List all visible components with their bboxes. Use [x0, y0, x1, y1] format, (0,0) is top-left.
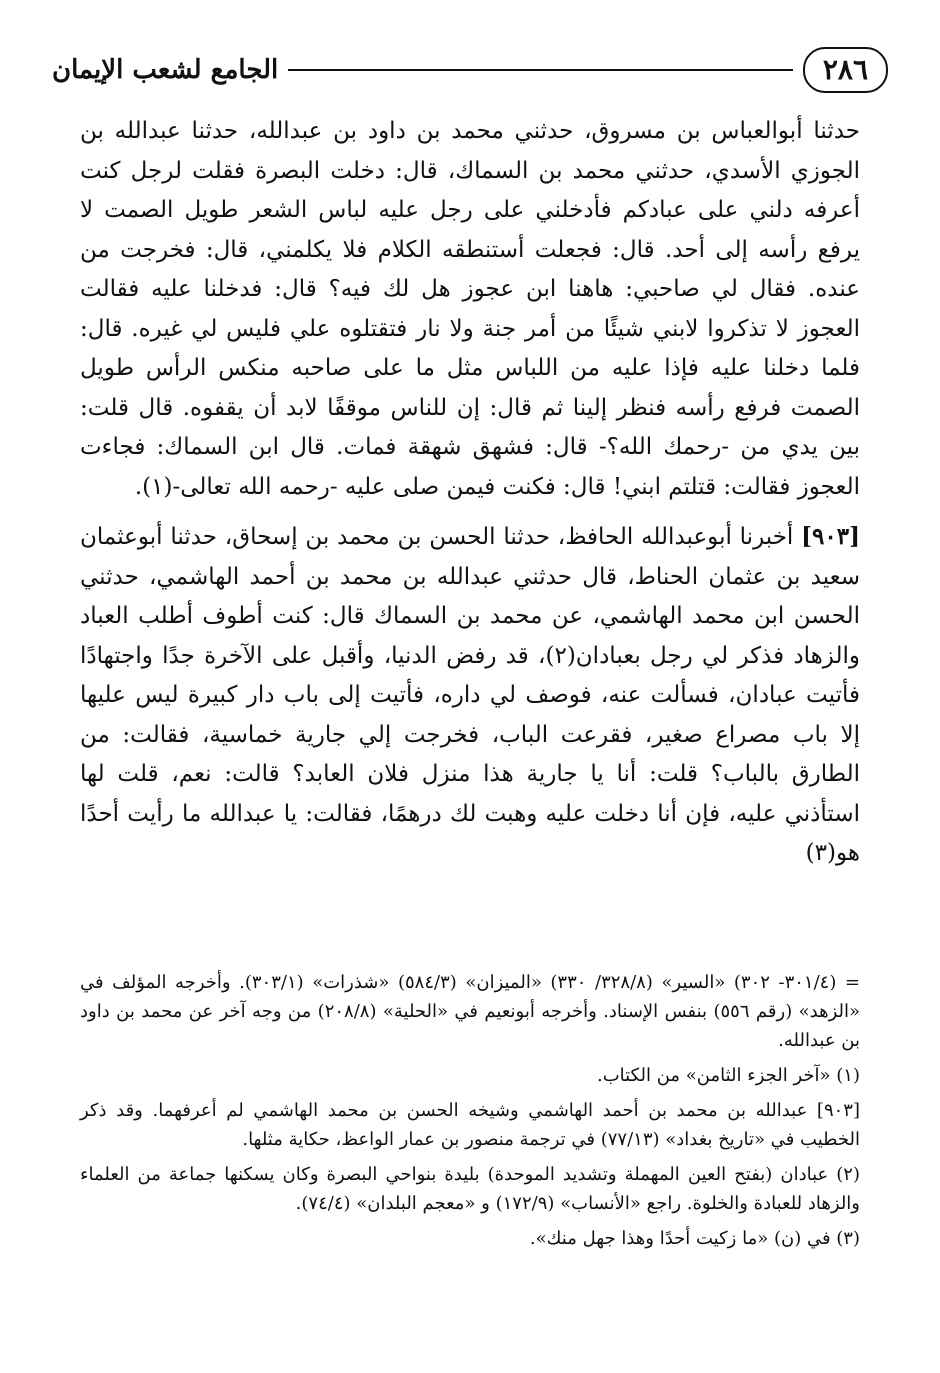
- running-title: الجامع لشعب الإيمان: [52, 55, 279, 85]
- footnote-continuation: = (٣٠١/٤- ٣٠٢) «السير» (٣٢٨/٨/ ٣٣٠) «الميزان» (٥٨٤/٣) «شذرات» (٣٠٣/١). وأخرجه المؤلف في «الزهد» (رقم ٥٥٦) بنفس الإسناد. وأخرجه أبونعيم في «الحلية» (٢٠٨/٨) من وجه آخر عن محمد بن داود بن عبدالله.: [80, 972, 861, 1051]
- main-text: [80, 112, 860, 874]
- paragraph-903: [80, 517, 860, 874]
- footnote-1: (١) «آخر الجزء الثامن» من الكتاب.: [596, 1065, 860, 1086]
- footnotes: [80, 968, 860, 1259]
- footnote-903: [٩٠٣] عبدالله بن محمد بن أحمد الهاشمي وشيخه الحسن بن محمد الهاشمي لم أعرفهما. وقد ذكر الخطيب في «تاريخ بغداد» (٧٧/١٣) في ترجمة منصور بن عمار الواعظ، حكاية مثلها.: [80, 1100, 860, 1150]
- running-header: [52, 42, 888, 98]
- header-rule: [288, 69, 793, 71]
- footnote-3: (٣) في (ن) «ما زكيت أحدًا وهذا جهل منك».: [529, 1228, 860, 1249]
- page-number: ٢٨٦: [803, 47, 888, 93]
- paragraph-1: حدثنا أبوالعباس بن مسروق، حدثني محمد بن داود بن عبدالله، حدثنا عبدالله بن الجوزي الأسدي، حدثني محمد بن السماك، قال: دخلت البصرة فقلت لرجل كنت أعرفه دلني على عبادكم فأدخلني على رجل عليه لباس الشعر طويل الصمت لا يرفع رأسه إلى أحد. قال: فجعلت أستنطقه الكلام فلا يكلمني، قال: فخرجت من عنده. فقال لي صاحبي: هاهنا ابن عجوز هل لك فيه؟ قال: فدخلنا عليه فقالت العجوز لا تذكروا لابني شيئًا من أمر جنة ولا نار فتقتلوه علي فليس لي غيره. قال: فلما دخلنا عليه فإذا عليه من اللباس مثل ما على صاحبه منكس الرأس طويل الصمت فرفع رأسه فنظر إلينا ثم قال: إن للناس موقفًا لابد أن يقفوه. قال قلت: بين يدي من -رحمك الله؟- قال: فشهق شهقة فمات. قال ابن السماك: فجاءت العجوز فقالت: قتلتم ابني! قال: فكنت فيمن صلى عليه -رحمه الله تعالى-(١).: [80, 118, 860, 500]
- paragraph-903-text: أخبرنا أبوعبدالله الحافظ، حدثنا الحسن بن محمد بن إسحاق، حدثنا أبوعثمان سعيد بن عثمان الحناط، قال حدثني عبدالله بن محمد بن أحمد الهاشمي، حدثني الحسن ابن محمد الهاشمي، عن محمد بن السماك قال: كنت أطوف أطلب العباد والزهاد فذكر لي رجل بعبادان(٢)، قد رفض الدنيا، وأقبل على الآخرة جدًا واجتهادًا فأتيت عبادان، فسألت عنه، فوصف لي داره، فأتيت إلى باب دار كبيرة ليس عليها إلا باب مصراع صغير، فقرعت الباب، فخرجت إلي جارية خماسية، فقالت: من الطارق بالباب؟ قلت: أنا يا جارية هذا منزل فلان العابد؟ قالت: نعم، قلت لها استأذني عليه، فإن أنا دخلت عليه وهبت لك درهمًا، فقالت: يا عبدالله ما رأيت أحدًا هو(٣): [80, 524, 860, 866]
- report-number: [٩٠٣]: [801, 523, 860, 550]
- footnote-2: (٢) عبادان (بفتح العين المهملة وتشديد الموحدة) بليدة بنواحي البصرة وكان يسكنها جماعة من العلماء والزهاد للعبادة والخلوة. راجع «الأنساب» (١٧٢/٩) و «معجم البلدان» (٧٤/٤).: [80, 1164, 860, 1214]
